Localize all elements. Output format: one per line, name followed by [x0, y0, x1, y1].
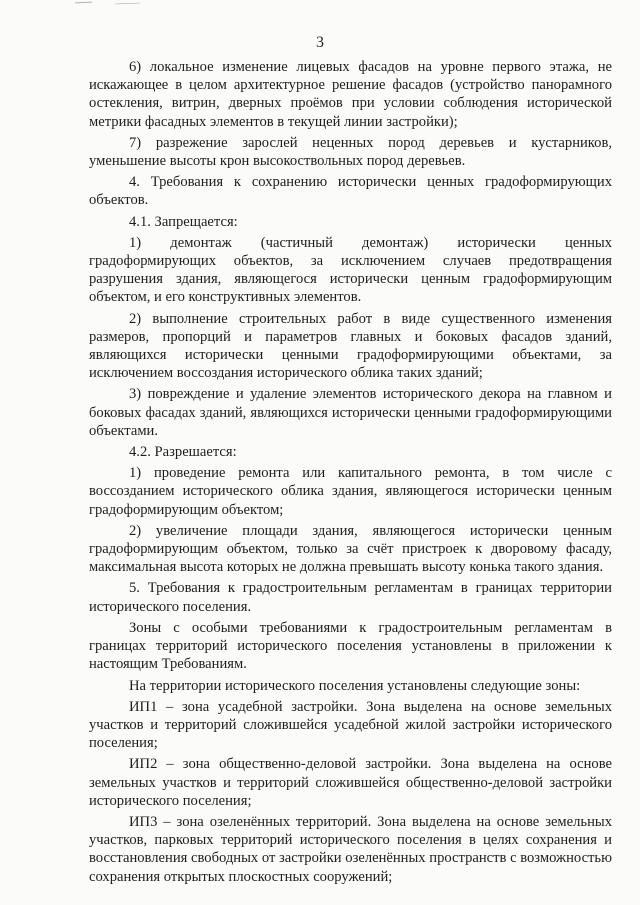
paragraph: 1) демонтаж (частичный демонтаж) исторически ценных градоформирующих объектов, за исключением случаев предотвращения разрушения здания, являющегося исторически ценным градоформирующим объектом, и его конструктивных элементов. [89, 234, 612, 306]
paragraph: На территории исторического поселения установлены следующие зоны: [129, 677, 581, 694]
paragraph: 6) локальное изменение лицевых фасадов на уровне первого этажа, не искажающее в целом архитектурное решение фасадов (устройство панорамного остекления, витрин, дверных проёмов при условии соблюдения исторической метрики фасадных элементов в текущей линии застройки); [89, 59, 612, 130]
paragraph: 1) проведение ремонта или капитального ремонта, в том числе с воссозданием исторического облика здания, являющегося исторически ценным градоформирующим объектом; [89, 465, 612, 518]
paragraph: Зоны с особыми требованиями к градостроительным регламентам в границах территорий исторического поселения установлены в приложении к настоящим Требованиям. [89, 619, 612, 673]
paragraph: 2) увеличение площади здания, являющегося исторически ценным градоформирующим объектом, только за счёт пристроек к дворовому фасаду, максимальная высота которых не должна превышать высоту конька такого здания. [89, 522, 612, 576]
section-heading: 5. Требования к градостроительным регламентам в границах территории исторического поселения. [89, 580, 612, 615]
section-heading: 4. Требования к сохранению исторически ценных градоформирующих объектов. [89, 174, 612, 209]
document-body [89, 58, 612, 889]
paragraph: 7) разрежение зарослей неценных пород деревьев и кустарников, уменьшение высоты крон высокоствольных пород деревьев. [89, 134, 612, 170]
zone-description: ИП3 – зона озеленённых территорий. Зона выделена на основе земельных участков, парковых территорий исторического поселения в целях сохранения и восстановления свободных от застройки озеленённых пространств с возможностью сохранения открытых плоскостных сооружений; [89, 813, 612, 885]
page-number: 3 [316, 34, 324, 51]
scan-specks [70, 0, 160, 8]
paragraph: 3) повреждение и удаление элементов исторического декора на главном и боковых фасадах зданий, являющихся исторически ценными градоформирующими объектами. [89, 386, 612, 439]
zone-description: ИП1 – зона усадебной застройки. Зона выделена на основе земельных участков и территорий сложившейся усадебной жилой застройки исторического поселения; [89, 698, 612, 752]
subsection-heading: 4.1. Запрещается: [129, 213, 238, 230]
subsection-heading: 4.2. Разрешается: [129, 444, 237, 461]
paragraph: 2) выполнение строительных работ в виде существенного изменения размеров, пропорций и параметров главных и боковых фасадов зданий, являющихся исторически ценными градоформирующими объектами, за исключением воссоздания исторического облика таких зданий; [89, 310, 612, 382]
zone-description: ИП2 – зона общественно-деловой застройки. Зона выделена на основе земельных участков и территорий сложившейся общественно-деловой застройки исторического поселения; [89, 756, 612, 809]
